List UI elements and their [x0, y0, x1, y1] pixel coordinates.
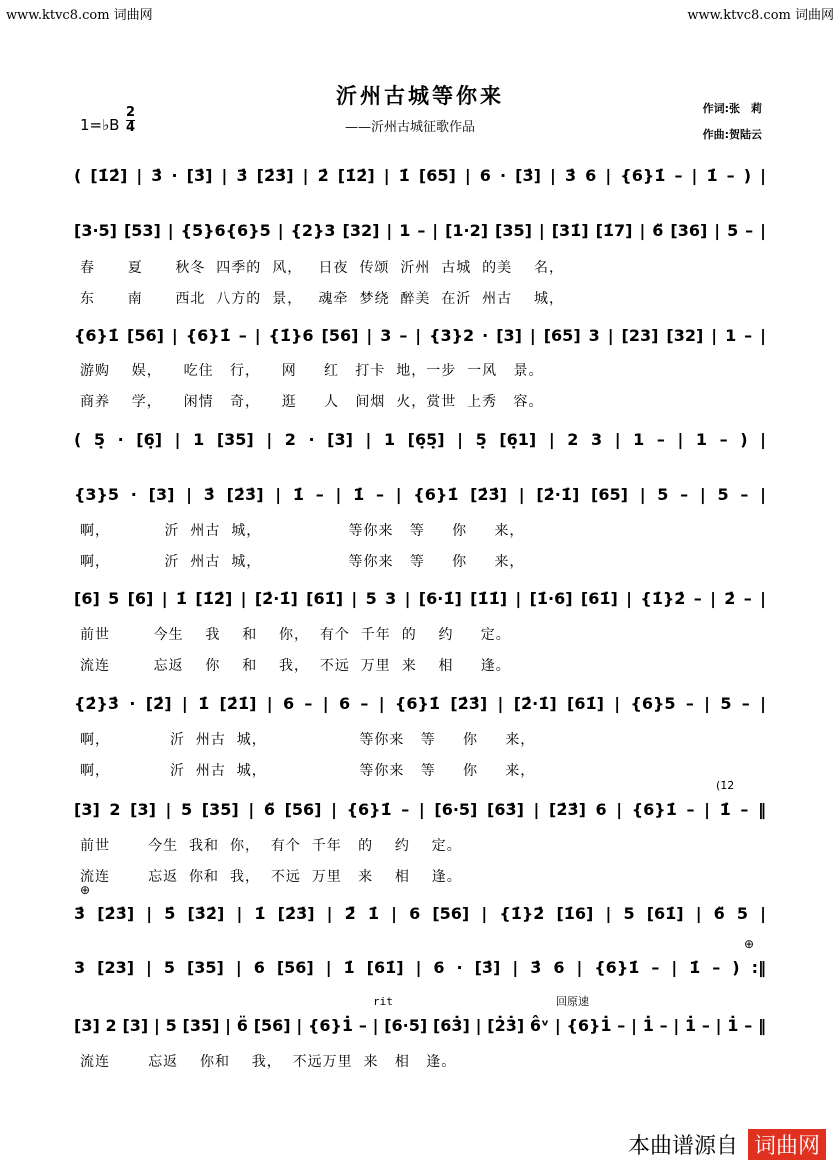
- composer-credit: 作曲:贺陆云: [702, 128, 762, 141]
- music-system: 3̇ [2̇3̇] | 5̇ [3̇2̇] | 1̇ [2̇3̇] | 2̈̇ 1̇ | 6 [56] | {1̇}2̇ [1̇6] | 5 [61̇] | 6̈ 5 |: [74, 904, 766, 923]
- music-system: {3}5 · [3] | 3̇ [2̇3̇] | 1̇ – | 1̇ – | {6}1̇ [2̇3̇] | [2̇·1̇] [65] | 5 – | 5 – |: [74, 485, 766, 504]
- music-system: [3·5] [53] | {5}6{6}5 | {2}3 [32] | 1 – | [1·2] [35] | [31̇] [1̇7] | 6̈ [36] | 5 – |: [74, 221, 766, 240]
- lyric-line: 啊， 沂 州古 城， 等你来 等 你 来，: [80, 763, 536, 779]
- coda-sign-icon: ⊕: [80, 883, 91, 897]
- lyric-line: 前世 今生 我和 你， 有个 千年 的 约 定。: [80, 838, 462, 854]
- footer-left: 本曲谱源自: [627, 1134, 738, 1159]
- rit-mark: rit: [373, 995, 393, 1008]
- lyric-line: 商养 学， 闲情 奇， 逛 人 间烟 火，赏世 上秀 容。: [80, 394, 544, 410]
- time-signature: [126, 106, 135, 135]
- music-system: [3] 2 [3] | 5 [35] | 6̈ [56] | {6}1̇ – | [6·5] [63̇] | [2̇3̇] 6 | {6}1̇ – | 1̇ – ‖: [74, 800, 766, 819]
- music-system: [6] 5 [6] | 1̇ [1̇2̇] | [2̇·1̇] [61̇] | 5 3 | [6·1̇] [1̇1̇] | [1̇·6] [61̇] | {1̇}2̇ – | 2̇ – |: [74, 589, 766, 608]
- lyric-line: 前世 今生 我 和 你， 有个 千年 的 约 定。: [80, 627, 511, 643]
- lyric-line: 啊， 沂 州古 城， 等你来 等 你 来，: [80, 732, 536, 748]
- lyric-line: 春 夏 秋冬 四季的 风， 日夜 传颂 沂州 古城 的美 名，: [80, 260, 564, 276]
- time-sig-bottom: 4: [126, 120, 136, 135]
- song-subtitle: ——沂州古城征歌作品: [345, 120, 476, 135]
- lyric-line: 啊， 沂 州古 城， 等你来 等 你 来，: [80, 523, 525, 539]
- watermark-right: www.ktvc8.com 词曲网: [687, 8, 834, 23]
- source-logo: [628, 1129, 826, 1160]
- footer-right: 词曲网: [748, 1129, 826, 1160]
- music-system: {6}1̇ [56] | {6}1̇ – | {1̇}6 [56] | 3 – | {3}2 · [3] | [65] 3 | [23] [32] | 1 – |: [74, 326, 766, 345]
- coda-sign-icon: ⊕: [744, 937, 755, 951]
- music-system: ( [1̇2̇] | 3̇ · [3̇] | 3̇ [2̇3̇] | 2̇ [1̇2̇] | 1̇ [65] | 6 · [3̇] | 3̇ 6 | {6}1̇ – | 1̇ – ) |: [74, 166, 766, 185]
- music-system: {2̇}3̇ · [2̇] | 1̇ [2̇1̇] | 6 – | 6 – | {6}1̇ [2̇3̇] | [2̇·1̇] [61̇] | {6}5 – | 5 – |: [74, 694, 766, 713]
- lyricist-credit: 作词:张 莉: [702, 102, 762, 115]
- music-system: [3] 2 [3] | 5 [35] | 6̈ [56] | {6}1̇ – | [6·5] [63̇] | [2̇3̇] 6̂ᵛ | {6}1̇ – | 1̇ – | 1̇ – | 1̇ – ‖: [74, 1016, 766, 1035]
- time-sig-top: 2: [126, 105, 136, 120]
- watermark-left: www.ktvc8.com 词曲网: [6, 8, 153, 23]
- lyric-line: 流连 忘返 你和 我， 不远 万里 来 相 逢。: [80, 869, 462, 885]
- music-system: ( 5̣ · [6̣] | 1 [35] | 2 · [3] | 1 [6̣5̣] | 5̣ [6̣1] | 2 3 | 1 – | 1 – ) |: [74, 430, 766, 449]
- key-signature: 1=♭B: [80, 116, 120, 134]
- lyric-line: 啊， 沂 州古 城， 等你来 等 你 来，: [80, 554, 525, 570]
- lyric-line: 东 南 西北 八方的 景， 魂牵 梦绕 醉美 在沂 州古 城，: [80, 291, 564, 307]
- lyric-line: 流连 忘返 你和 我， 不远万里 来 相 逢。: [80, 1054, 457, 1070]
- music-system: 3 [23] | 5 [35] | 6 [56] | 1̇ [61̇] | 6 · [3̇] | 3̇ 6 | {6}1̇ – | 1̇ – ) :‖: [74, 958, 766, 977]
- tempo-mark: 回原速: [556, 995, 589, 1008]
- lyric-line: 流连 忘返 你 和 我， 不远 万里 来 相 逢。: [80, 658, 511, 674]
- lyric-line: 游购 娱， 吃住 行， 网 红 打卡 地，一步 一风 景。: [80, 363, 544, 379]
- song-title: 沂州古城等你来: [336, 83, 504, 108]
- reprise-pickup: (1̇2̇: [716, 779, 735, 792]
